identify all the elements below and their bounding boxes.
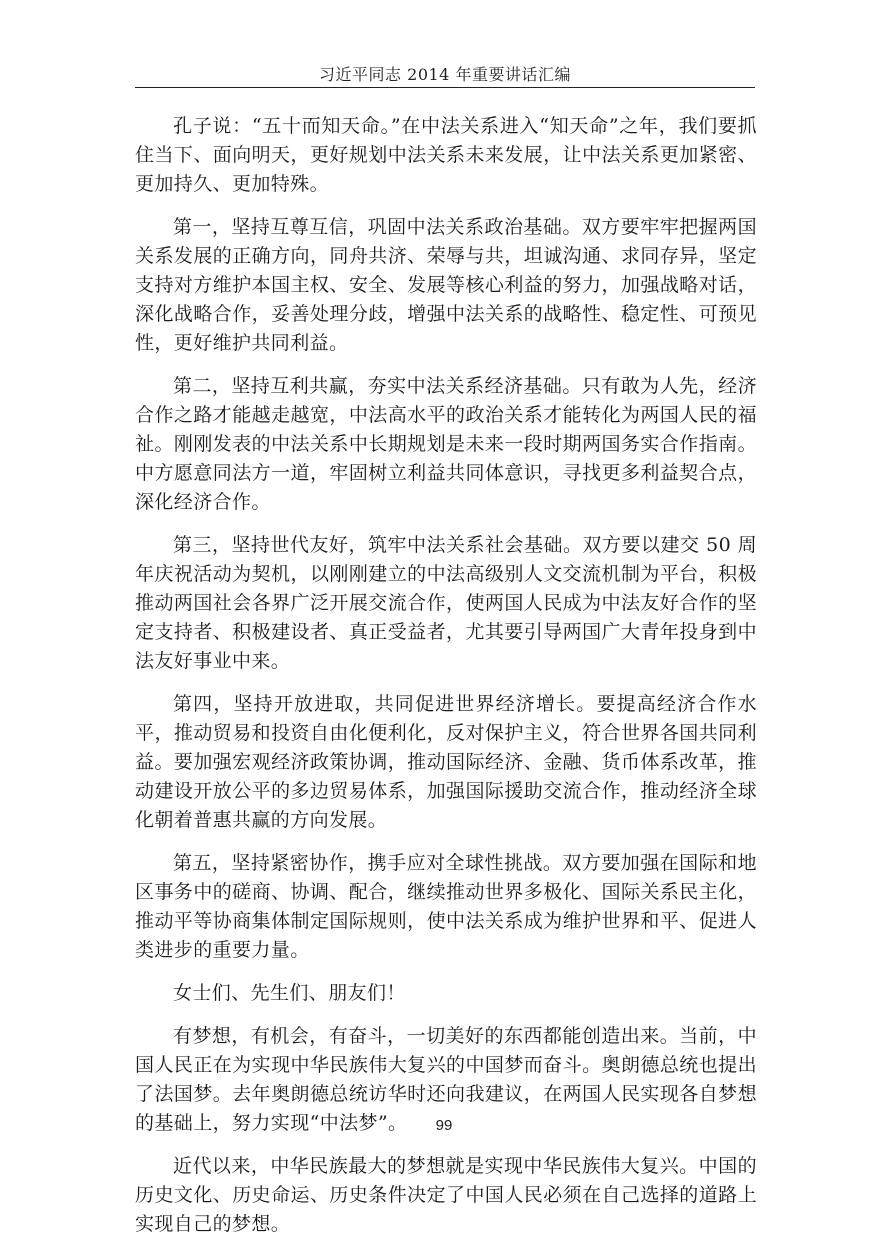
paragraph: 第三，坚持世代友好，筑牢中法关系社会基础。双方要以建交 50 周年庆祝活动为契机，以刚刚建立的中法高级别人文交流机制为平台，积极推动两国社会各界广泛开展交流合作，使两国人民成为中法友好合作的坚定支持者、积极建设者、真正受益者，尤其要引导两国广大青年投身到中法友好事业中来。 [135,534,757,672]
paragraph: 近代以来，中华民族最大的梦想就是实现中华民族伟大复兴。中国的历史文化、历史命运、历史条件决定了中国人民必须在自己选择的道路上实现自己的梦想。 [135,1155,757,1235]
paragraph: 第一，坚持互尊互信，巩固中法关系政治基础。双方要牢牢把握两国关系发展的正确方向，同舟共济、荣辱与共，坦诚沟通、求同存异，坚定支持对方维护本国主权、安全、发展等核心利益的努力，加强战略对话，深化战略合作，妥善处理分歧，增强中法关系的战略性、稳定性、可预见性，更好维护共同利益。 [135,216,757,354]
paragraph: 第四，坚持开放进取，共同促进世界经济增长。要提高经济合作水平，推动贸易和投资自由化便利化，反对保护主义，符合世界各国共同利益。要加强宏观经济政策协调，推动国际经济、金融、货币体系改革，推动建设开放公平的多边贸易体系，加强国际援助交流合作，推动经济全球化朝着普惠共赢的方向发展。 [135,693,757,831]
paragraph: 孔子说：“五十而知天命。”在中法关系进入“知天命”之年，我们要抓住当下、面向明天，更好规划中法关系未来发展，让中法关系更加紧密、更加持久、更加特殊。 [135,115,757,195]
paragraph: 有梦想，有机会，有奋斗，一切美好的东西都能创造出来。当前，中国人民正在为实现中华民族伟大复兴的中国梦而奋斗。奥朗德总统也提出了法国梦。去年奥朗德总统访华时还向我建议，在两国人民实现各自梦想的基础上，努力实现“中法梦”。 [135,1025,757,1134]
paragraph: 第五，坚持紧密协作，携手应对全球性挑战。双方要加强在国际和地区事务中的磋商、协调、配合，继续推动世界多极化、国际关系民主化，推动平等协商集体制定国际规则，使中法关系成为维护世界和平、促进人类进步的重要力量。 [135,852,757,961]
body-text [135,112,757,1253]
paragraph: 第二，坚持互利共赢，夯实中法关系经济基础。只有敢为人先，经济合作之路才能越走越宽，中法高水平的政治关系才能转化为两国人民的福祉。刚刚发表的中法关系中长期规划是未来一段时期两国务实合作指南。中方愿意同法方一道，牢固树立利益共同体意识，寻找更多利益契合点，深化经济合作。 [135,375,757,513]
paragraph: 女士们、先生们、朋友们！ [173,982,406,1004]
running-header: 习近平同志 2014 年重要讲话汇编 [319,65,571,84]
page-number: 99 [435,1117,453,1134]
header-rule [135,87,755,88]
